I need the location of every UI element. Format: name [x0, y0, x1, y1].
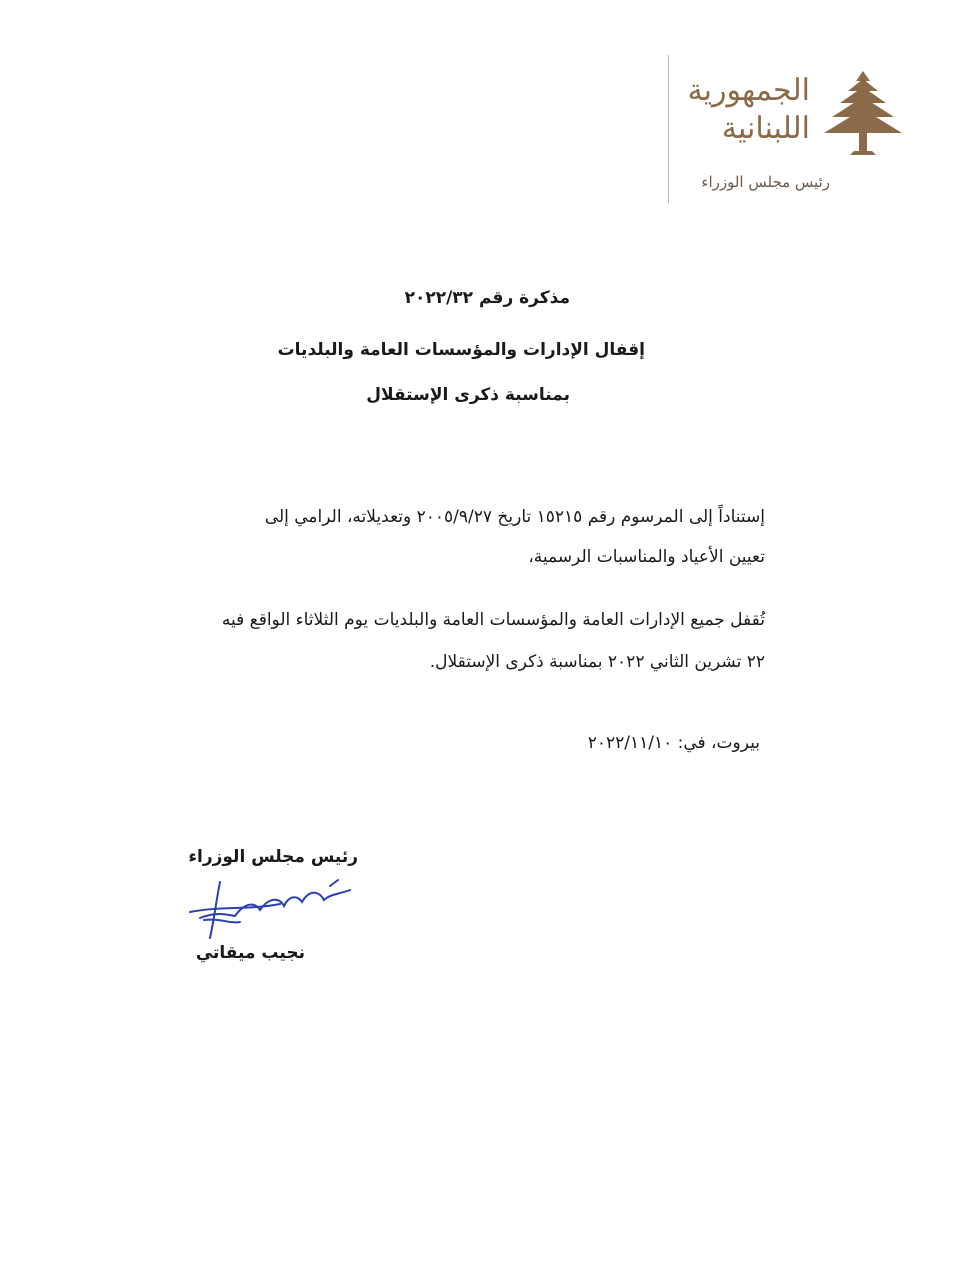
signature-image	[180, 872, 370, 942]
memo-subject: إقفال الإدارات والمؤسسات العامة والبلديات	[277, 340, 645, 360]
signatory-title: رئيس مجلس الوزراء	[188, 847, 358, 867]
letterhead	[660, 55, 910, 205]
paragraph-1-line-2: تعيين الأعياد والمناسبات الرسمية،	[528, 547, 765, 567]
republic-name	[680, 73, 810, 159]
letterhead-divider	[668, 55, 669, 203]
memo-occasion: بمناسبة ذكرى الإستقلال	[366, 385, 570, 405]
memo-number: مذكرة رقم ٢٠٢٢/٣٢	[404, 288, 570, 308]
paragraph-2-line-2: ٢٢ تشرين الثاني ٢٠٢٢ بمناسبة ذكرى الإستقلال.	[429, 652, 765, 672]
republic-line-2: اللبنانية	[721, 111, 810, 146]
paragraph-1-line-1: إستناداً إلى المرسوم رقم ١٥٢١٥ تاريخ ٢٠٠٥/٩/٢٧ وتعديلاته، الرامي إلى	[264, 507, 765, 527]
paragraph-2-line-1: تُقفل جميع الإدارات العامة والمؤسسات العامة والبلديات يوم الثلاثاء الواقع فيه	[221, 610, 765, 630]
cedar-icon	[820, 67, 906, 159]
date-line: بيروت، في: ٢٠٢٢/١١/١٠	[587, 733, 760, 753]
office-name: رئيس مجلس الوزراء	[701, 173, 830, 191]
republic-line-1: الجمهورية	[687, 73, 810, 108]
signatory-name: نجيب ميقاتي	[195, 943, 305, 963]
